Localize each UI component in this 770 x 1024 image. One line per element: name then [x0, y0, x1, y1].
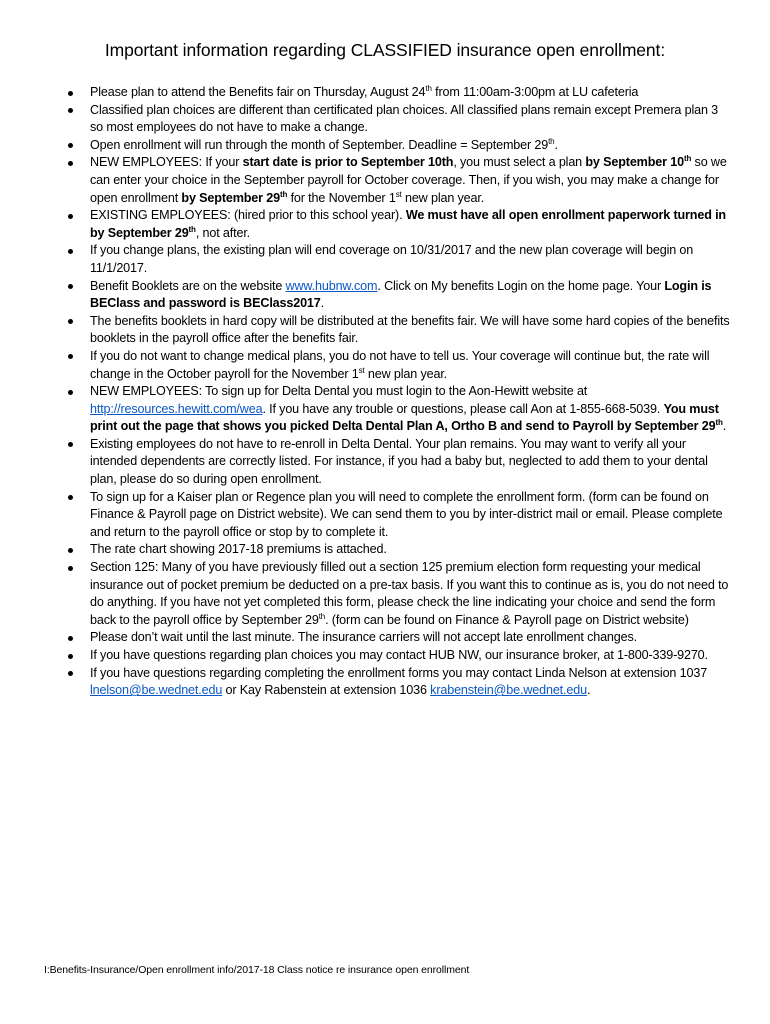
list-item: The benefits booklets in hard copy will be distributed at the benefits fair. We will have some hard copies of the benefits booklets in the payroll office after the benefits fair.	[90, 313, 730, 348]
list-item: If you change plans, the existing plan will end coverage on 10/31/2017 and the new plan coverage will begin on 11/1/2017.	[90, 242, 730, 277]
list-item: Please don’t wait until the last minute. The insurance carriers will not accept late enrollment changes.	[90, 629, 730, 647]
list-item: NEW EMPLOYEES: If your start date is prior to September 10th, you must select a plan by September 10th so we can enter your choice in the September payroll for October coverage. Then, if you wish, you may make a change for open enrollment by September 29th for the November 1st new plan year.	[90, 154, 730, 207]
list-item: If you have questions regarding completing the enrollment forms you may contact Linda Nelson at extension 1037 lnelson@be.wednet.edu or Kay Rabenstein at extension 1036 krabenstein@be.wednet.edu.	[90, 665, 730, 700]
list-item: NEW EMPLOYEES: To sign up for Delta Dental you must login to the Aon-Hewitt website at http://resources.hewitt.com/wea. If you have any trouble or questions, please call Aon at 1-855-668-5039. You must print out the page that shows you picked Delta Dental Plan A, Ortho B and send to Payroll by September 29th.	[90, 383, 730, 436]
footer-file-path: I:Benefits-Insurance/Open enrollment info/2017-18 Class notice re insurance open enrollment	[44, 964, 470, 976]
bullet-list	[90, 84, 730, 700]
list-item: Open enrollment will run through the month of September. Deadline = September 29th.	[90, 137, 730, 155]
lnelson-email-link[interactable]: lnelson@be.wednet.edu	[90, 683, 223, 698]
list-item: Classified plan choices are different than certificated plan choices. All classified plans remain except Premera plan 3 so most employees do not have to make a change.	[90, 102, 730, 137]
hubnw-link[interactable]: www.hubnw.com	[285, 278, 378, 293]
list-item: Please plan to attend the Benefits fair on Thursday, August 24th from 11:00am-3:00pm at LU cafeteria	[90, 84, 730, 102]
list-item: Section 125: Many of you have previously filled out a section 125 premium election form requesting your medical insurance out of pocket premium be deducted on a pre-tax basis. If you want this to continue as is, you do not need to do anything. If you have not yet completed this form, please check the line indicating your choice and send the form back to the payroll office by September 29th. (form can be found on Finance & Payroll page on District website)	[90, 559, 730, 629]
list-item: To sign up for a Kaiser plan or Regence plan you will need to complete the enrollment form. (form can be found on Finance & Payroll page on District website). We can send them to you by inter-district mail or email. Please complete and return to the payroll office or stop by to complete it.	[90, 489, 730, 542]
list-item: Existing employees do not have to re-enroll in Delta Dental. Your plan remains. You may want to verify all your intended dependents are correctly listed. For instance, if you had a baby but, neglected to add them to your dental plan, please do so during open enrollment.	[90, 436, 730, 489]
krabenstein-email-link[interactable]: krabenstein@be.wednet.edu	[430, 683, 587, 698]
list-item: If you do not want to change medical plans, you do not have to tell us. Your coverage will continue but, the rate will change in the October payroll for the November 1st new plan year.	[90, 348, 730, 383]
list-item: EXISTING EMPLOYEES: (hired prior to this school year). We must have all open enrollment paperwork turned in by September 29th, not after.	[90, 207, 730, 242]
list-item: The rate chart showing 2017-18 premiums is attached.	[90, 541, 730, 559]
list-item: Benefit Booklets are on the website www.hubnw.com. Click on My benefits Login on the home page. Your Login is BEClass and password is BEClass2017.	[90, 278, 730, 313]
page-title: Important information regarding CLASSIFIED insurance open enrollment:	[104, 40, 666, 60]
list-item: If you have questions regarding plan choices you may contact HUB NW, our insurance broker, at 1-800-339-9270.	[90, 647, 730, 665]
hewitt-link[interactable]: http://resources.hewitt.com/wea	[90, 401, 263, 416]
